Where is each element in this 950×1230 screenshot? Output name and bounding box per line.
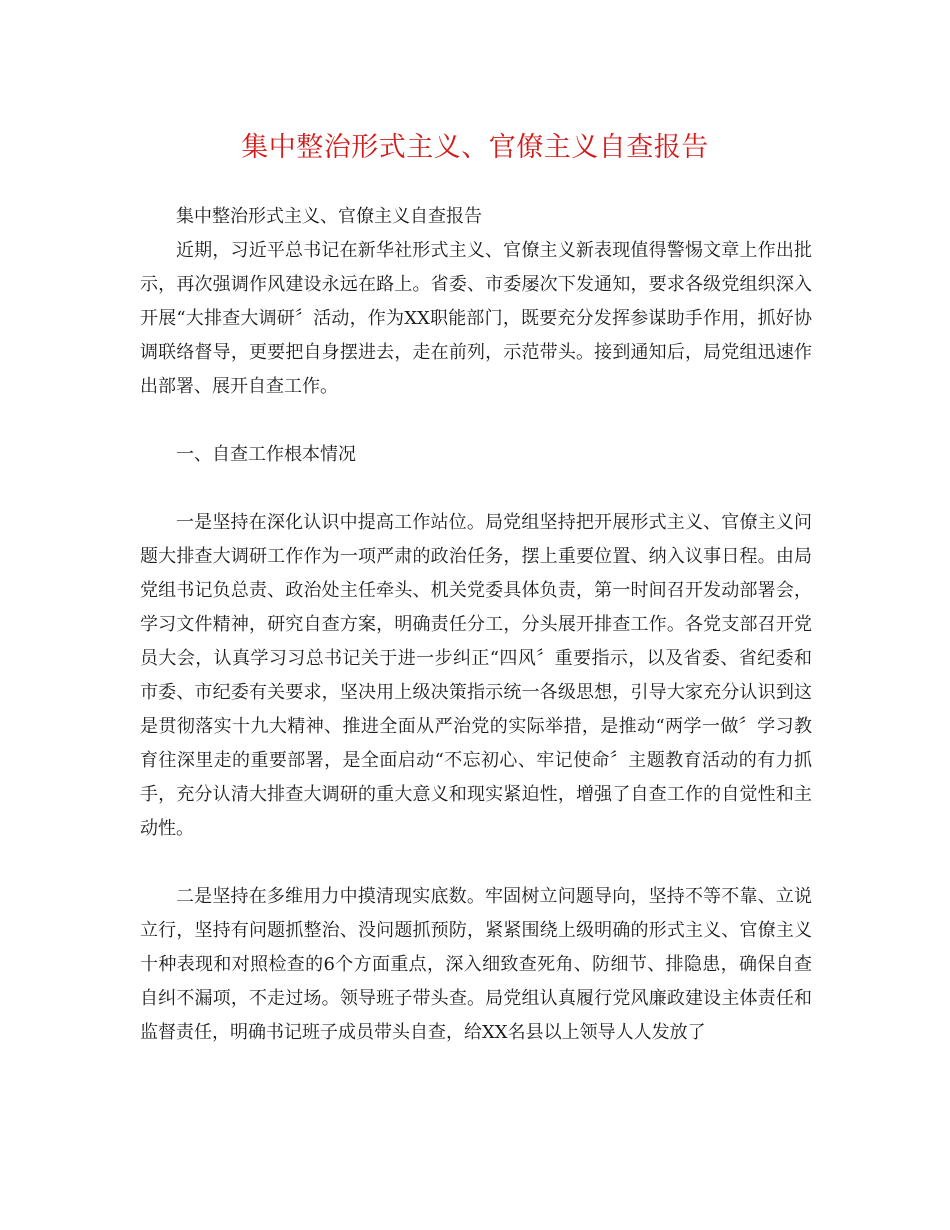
document-title: 集中整治形式主义、官僚主义自查报告 xyxy=(241,132,709,163)
document-body xyxy=(140,200,812,1050)
paragraph-intro: 近期，习近平总书记在新华社形式主义、官僚主义新表现值得警惕文章上作出批示，再次强调作风建设永远在路上。省委、市委屡次下发通知，要求各级党组织深入开展“大排查大调研〞活动，作为XX职能部门，既要充分发挥参谋助手作用，抓好协调联络督导，更要把自身摆进去，走在前列，示范带头。接到通知后，局党组迅速作出部署、展开自查工作。 xyxy=(140,240,812,397)
paragraph-spacer xyxy=(140,472,812,506)
document-subtitle: 集中整治形式主义、官僚主义自查报告 xyxy=(176,206,482,227)
paragraph-spacer xyxy=(140,404,812,438)
section-heading: 一、自查工作根本情况 xyxy=(176,444,356,465)
paragraph-spacer xyxy=(140,846,812,880)
paragraph-point-1: 一是坚持在深化认识中提高工作站位。局党组坚持把开展形式主义、官僚主义问题大排查大调研工作作为一项严肃的政治任务，摆上重要位置、纳入议事日程。由局党组书记负总责、政治处主任牵头、机关党委具体负责，第一时间召开发动部署会，学习文件精神，研究自查方案，明确责任分工，分头展开排查工作。各党支部召开党员大会，认真学习习总书记关于进一步纠正“四风〞重要指示，以及省委、省纪委和市委、市纪委有关要求，坚决用上级决策指示统一各级思想，引导大家充分认识到这是贯彻落实十九大精神、推进全面从严治党的实际举措，是推动“两学一做〞学习教育往深里走的重要部署，是全面启动“不忘初心、牢记使命〞主题教育活动的有力抓手，充分认清大排查大调研的重大意义和现实紧迫性，增强了自查工作的自觉性和主动性。 xyxy=(140,512,812,839)
paragraph-point-2: 二是坚持在多维用力中摸清现实底数。牢固树立问题导向，坚持不等不靠、立说立行，坚持有问题抓整治、没问题抓预防，紧紧围绕上级明确的形式主义、官僚主义十种表现和对照检查的6个方面重点，深入细致查死角、防细节、排隐患，确保自查自纠不漏项，不走过场。领导班子带头查。局党组认真履行党风廉政建设主体责任和监督责任，明确书记班子成员带头自查，给XX名县以上领导人人发放了 xyxy=(140,886,812,1043)
